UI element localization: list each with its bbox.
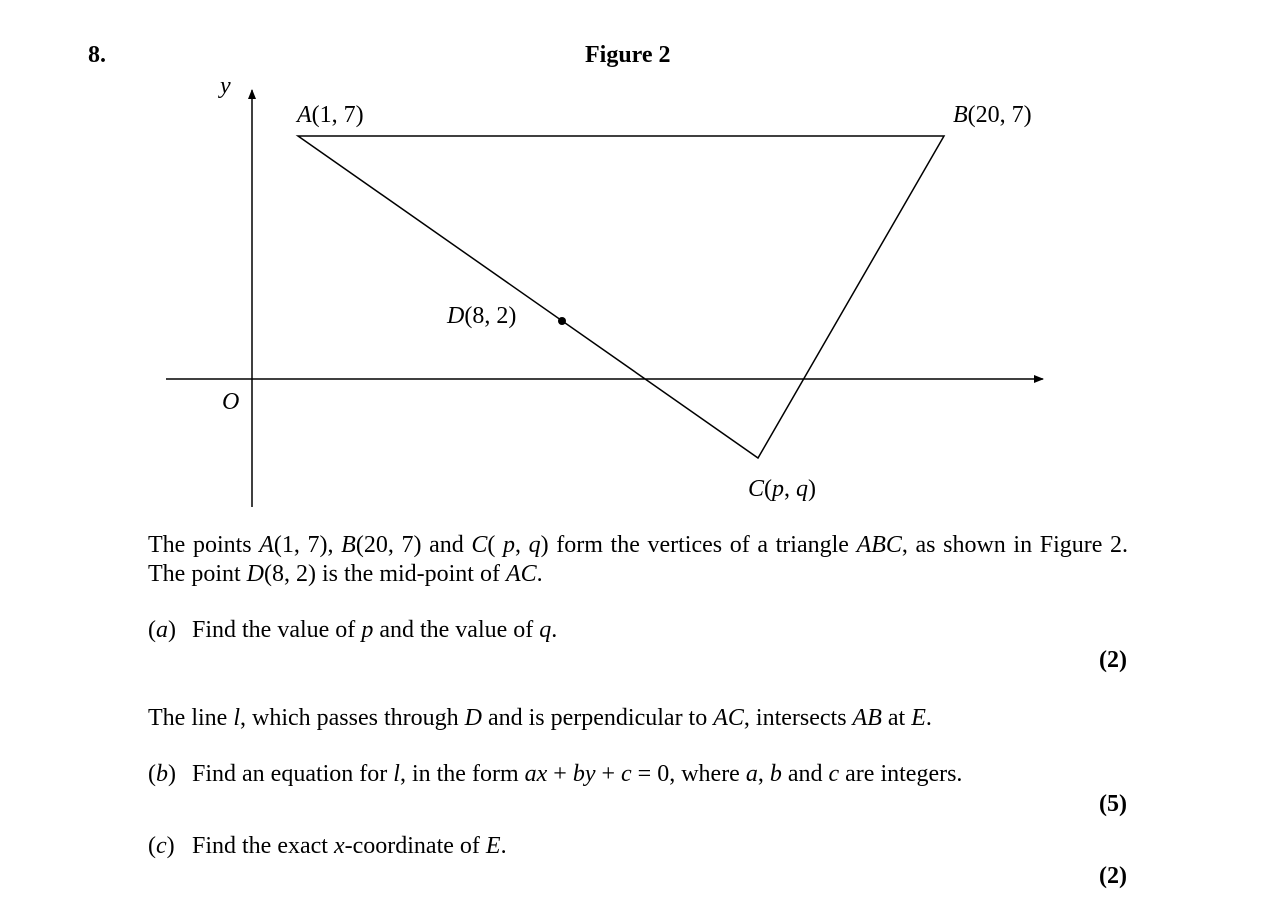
math-symbol: D	[464, 705, 482, 731]
part-a-text	[192, 617, 557, 643]
math-symbol: by	[572, 761, 596, 787]
math-symbol: ax	[524, 761, 548, 787]
math-symbol: C	[471, 532, 488, 558]
text-run: +	[595, 761, 622, 787]
part-c	[148, 833, 507, 860]
text-run: +	[547, 761, 573, 787]
math-symbol: AC	[505, 561, 537, 587]
text-run: at	[881, 705, 912, 731]
text-run: Find the value of	[192, 617, 362, 643]
math-symbol: B	[341, 532, 356, 558]
math-symbol: D	[246, 561, 264, 587]
text-run: The line	[148, 705, 234, 731]
text-run: .	[551, 617, 558, 643]
math-symbol: ABC	[856, 532, 902, 558]
y-axis-label: y	[220, 73, 231, 99]
point-a-label: A(1, 7)	[297, 102, 364, 128]
text-run: (	[487, 532, 503, 558]
part-a	[148, 617, 557, 644]
point-d-dot	[558, 317, 566, 325]
math-symbol: x	[333, 833, 345, 859]
text-run: (8, 2) is the mid-point of	[264, 561, 506, 587]
question-number: 8.	[88, 42, 106, 68]
math-symbol: p	[361, 617, 374, 643]
text-run: , in the form	[399, 761, 525, 787]
part-b-text	[192, 761, 962, 787]
point-c-label: C(p, q)	[748, 476, 817, 502]
text-run: = 0, where	[631, 761, 746, 787]
math-symbol: AB	[852, 705, 882, 731]
part-b-label: (b)	[148, 761, 176, 787]
point-d-label: D(8, 2)	[447, 303, 517, 329]
triangle-abc	[298, 136, 944, 458]
text-run: ,	[757, 761, 770, 787]
text-run: and the value of	[373, 617, 540, 643]
text-run: .	[500, 833, 507, 859]
math-symbol: l	[393, 761, 400, 787]
math-symbol: A	[259, 532, 274, 558]
part-c-label: (c)	[148, 833, 175, 859]
part-c-marks: (2)	[1099, 863, 1127, 889]
text-run: Find the exact	[192, 833, 334, 859]
math-symbol: q	[539, 617, 552, 643]
math-symbol: b	[769, 761, 782, 787]
text-run: .	[536, 561, 543, 587]
intro-paragraph	[148, 531, 1128, 589]
text-run: (20, 7) and	[355, 532, 472, 558]
text-run: ) form the vertices of a triangle	[540, 532, 857, 558]
math-symbol: c	[621, 761, 632, 787]
part-a-label: (a)	[148, 617, 176, 643]
math-symbol: E	[911, 705, 926, 731]
math-symbol: p	[503, 532, 515, 558]
figure-title: Figure 2	[585, 42, 671, 68]
text-run: and is perpendicular to	[481, 705, 714, 731]
part-b	[148, 761, 962, 788]
part-b-marks: (5)	[1099, 791, 1127, 817]
origin-label: O	[222, 389, 240, 415]
line-l-paragraph	[148, 704, 1128, 733]
text-run: ,	[515, 532, 529, 558]
math-symbol: l	[233, 705, 240, 731]
text-run: (1, 7),	[273, 532, 342, 558]
part-a-marks: (2)	[1099, 647, 1127, 673]
text-run: -coordinate of	[344, 833, 486, 859]
text-run: , as shown in Figure 2. The point	[148, 532, 1129, 587]
math-symbol: q	[528, 532, 541, 558]
math-symbol: AC	[713, 705, 744, 731]
text-run: , which passes through	[239, 705, 465, 731]
part-c-text	[192, 833, 507, 859]
math-symbol: E	[485, 833, 501, 859]
text-run: .	[925, 705, 932, 731]
text-run: The points	[148, 532, 260, 558]
text-run: are integers.	[839, 761, 963, 787]
point-b-label: B(20, 7)	[953, 102, 1032, 128]
text-run: Find an equation for	[192, 761, 394, 787]
math-symbol: a	[745, 761, 758, 787]
math-symbol: c	[828, 761, 840, 787]
text-run: and	[781, 761, 829, 787]
text-run: , intersects	[743, 705, 853, 731]
